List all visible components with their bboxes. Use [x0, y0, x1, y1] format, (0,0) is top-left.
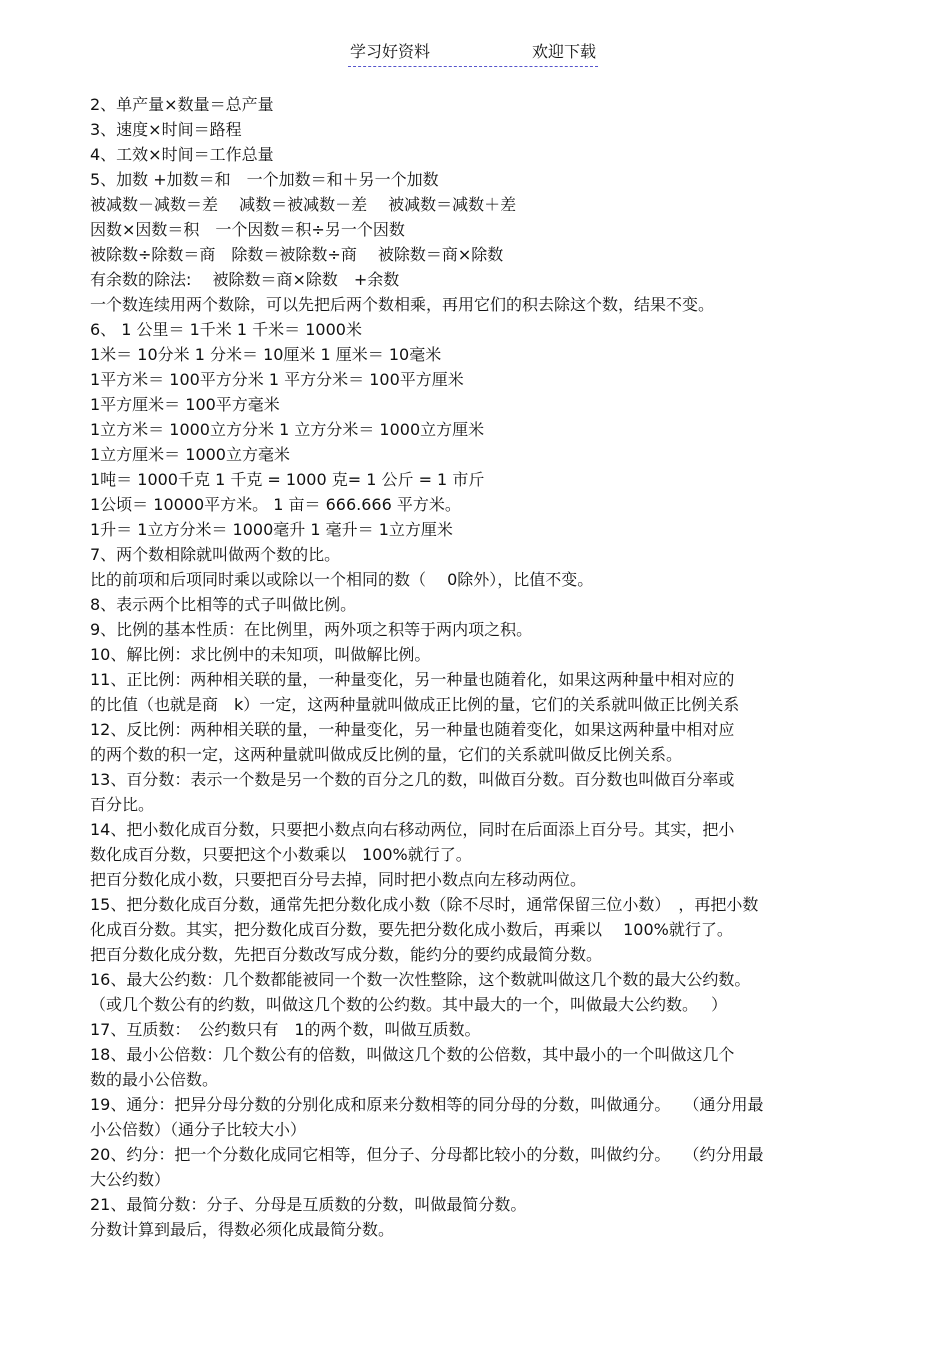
text-line: 3、速度×时间＝路程: [90, 120, 242, 139]
text-line: 9、比例的基本性质：在比例里，两外项之积等于两内项之积。: [90, 620, 533, 639]
text-line: 13、百分数：表示一个数是另一个数的百分之几的数，叫做百分数。百分数也叫做百分率或: [90, 770, 735, 789]
text-line: 把百分数化成分数，先把百分数改写成分数，能约分的要约成最简分数。: [90, 945, 603, 964]
text-line: 的比值（也就是商 k）一定，这两种量就叫做成正比例的量，它们的关系就叫做正比例关系: [90, 695, 740, 714]
text-line: 8、表示两个比相等的式子叫做比例。: [90, 595, 357, 614]
text-line: 4、工效×时间＝工作总量: [90, 145, 274, 164]
text-line: 分数计算到最后，得数必须化成最简分数。: [90, 1220, 395, 1239]
text-line: 被除数÷除数＝商 除数＝被除数÷商 被除数＝商×除数: [90, 245, 504, 264]
text-line: （或几个数公有的约数，叫做这几个数的公约数。其中最大的一个，叫做最大公约数。 ）: [90, 995, 728, 1014]
text-line: 1立方厘米＝ 1000立方毫米: [90, 445, 290, 464]
text-line: 11、正比例：两种相关联的量，一种量变化，另一种量也随着化，如果这两种量中相对应的: [90, 670, 735, 689]
text-line: 大公约数）: [90, 1170, 171, 1189]
text-line: 小公倍数）（通分子比较大小）: [90, 1120, 307, 1139]
text-line: 1平方米＝ 100平方分米 1 平方分米＝ 100平方厘米: [90, 370, 464, 389]
text-line: 2、单产量×数量＝总产量: [90, 95, 274, 114]
text-line: 百分比。: [90, 795, 155, 814]
text-line: 1平方厘米＝ 100平方毫米: [90, 395, 280, 414]
text-line: 把百分数化成小数，只要把百分号去掉，同时把小数点向左移动两位。: [90, 870, 587, 889]
text-line: 1立方米＝ 1000立方分米 1 立方分米＝ 1000立方厘米: [90, 420, 485, 439]
text-line: 18、最小公倍数：几个数公有的倍数，叫做这几个数的公倍数，其中最小的一个叫做这几个: [90, 1045, 735, 1064]
text-line: 1吨＝ 1000千克 1 千克 = 1000 克= 1 公斤 = 1 市斤: [90, 470, 485, 489]
text-line: 19、通分：把异分母分数的分别化成和原来分数相等的同分母的分数，叫做通分。 （通分用最: [90, 1095, 764, 1114]
text-line: 15、把分数化成百分数，通常先把分数化成小数（除不尽时，通常保留三位小数） ，再把小数: [90, 895, 759, 914]
text-line: 16、最大公约数：几个数都能被同一个数一次性整除，这个数就叫做这几个数的最大公约数。: [90, 970, 751, 989]
text-line: 20、约分：把一个分数化成同它相等，但分子、分母都比较小的分数，叫做约分。 （约分用最: [90, 1145, 764, 1164]
text-line: 1升＝ 1立方分米＝ 1000毫升 1 毫升＝ 1立方厘米: [90, 520, 453, 539]
text-line: 数化成百分数，只要把这个小数乘以 100%就行了。: [90, 845, 472, 864]
page-header: [348, 40, 598, 67]
text-line: 有余数的除法: 被除数＝商×除数 +余数: [90, 270, 400, 289]
header-right-text: 欢迎下载: [531, 42, 596, 61]
text-line: 因数×因数＝积 一个因数＝积÷另一个因数: [90, 220, 405, 239]
text-line: 6、 1 公里＝ 1千米 1 千米＝ 1000米: [90, 320, 362, 339]
header-left-text: 学习好资料: [350, 42, 431, 61]
text-line: 被减数－减数＝差 减数＝被减数－差 被减数＝减数＋差: [90, 195, 517, 214]
text-line: 1米＝ 10分米 1 分米＝ 10厘米 1 厘米＝ 10毫米: [90, 345, 442, 364]
text-line: 12、反比例：两种相关联的量，一种量变化，另一种量也随着变化，如果这两种量中相对应: [90, 720, 735, 739]
text-line: 一个数连续用两个数除，可以先把后两个数相乘，再用它们的积去除这个数，结果不变。: [90, 295, 715, 314]
text-line: 10、解比例：求比例中的未知项，叫做解比例。: [90, 645, 431, 664]
text-line: 1公顷＝ 10000平方米。 1 亩＝ 666.666 平方米。: [90, 495, 461, 514]
text-line: 的两个数的积一定，这两种量就叫做成反比例的量，它们的关系就叫做反比例关系。: [90, 745, 683, 764]
text-line: 17、互质数： 公约数只有 1的两个数，叫做互质数。: [90, 1020, 481, 1039]
text-line: 14、把小数化成百分数，只要把小数点向右移动两位，同时在后面添上百分号。其实，把小: [90, 820, 735, 839]
text-line: 5、加数 +加数＝和 一个加数＝和＋另一个加数: [90, 170, 439, 189]
document-body: [90, 92, 860, 1242]
text-line: 化成百分数。其实，把分数化成百分数，要先把分数化成小数后，再乘以 100%就行了。: [90, 920, 733, 939]
text-line: 数的最小公倍数。: [90, 1070, 219, 1089]
text-line: 7、两个数相除就叫做两个数的比。: [90, 545, 341, 564]
text-line: 比的前项和后项同时乘以或除以一个相同的数（ 0除外），比值不变。: [90, 570, 594, 589]
text-line: 21、最简分数：分子、分母是互质数的分数，叫做最简分数。: [90, 1195, 527, 1214]
